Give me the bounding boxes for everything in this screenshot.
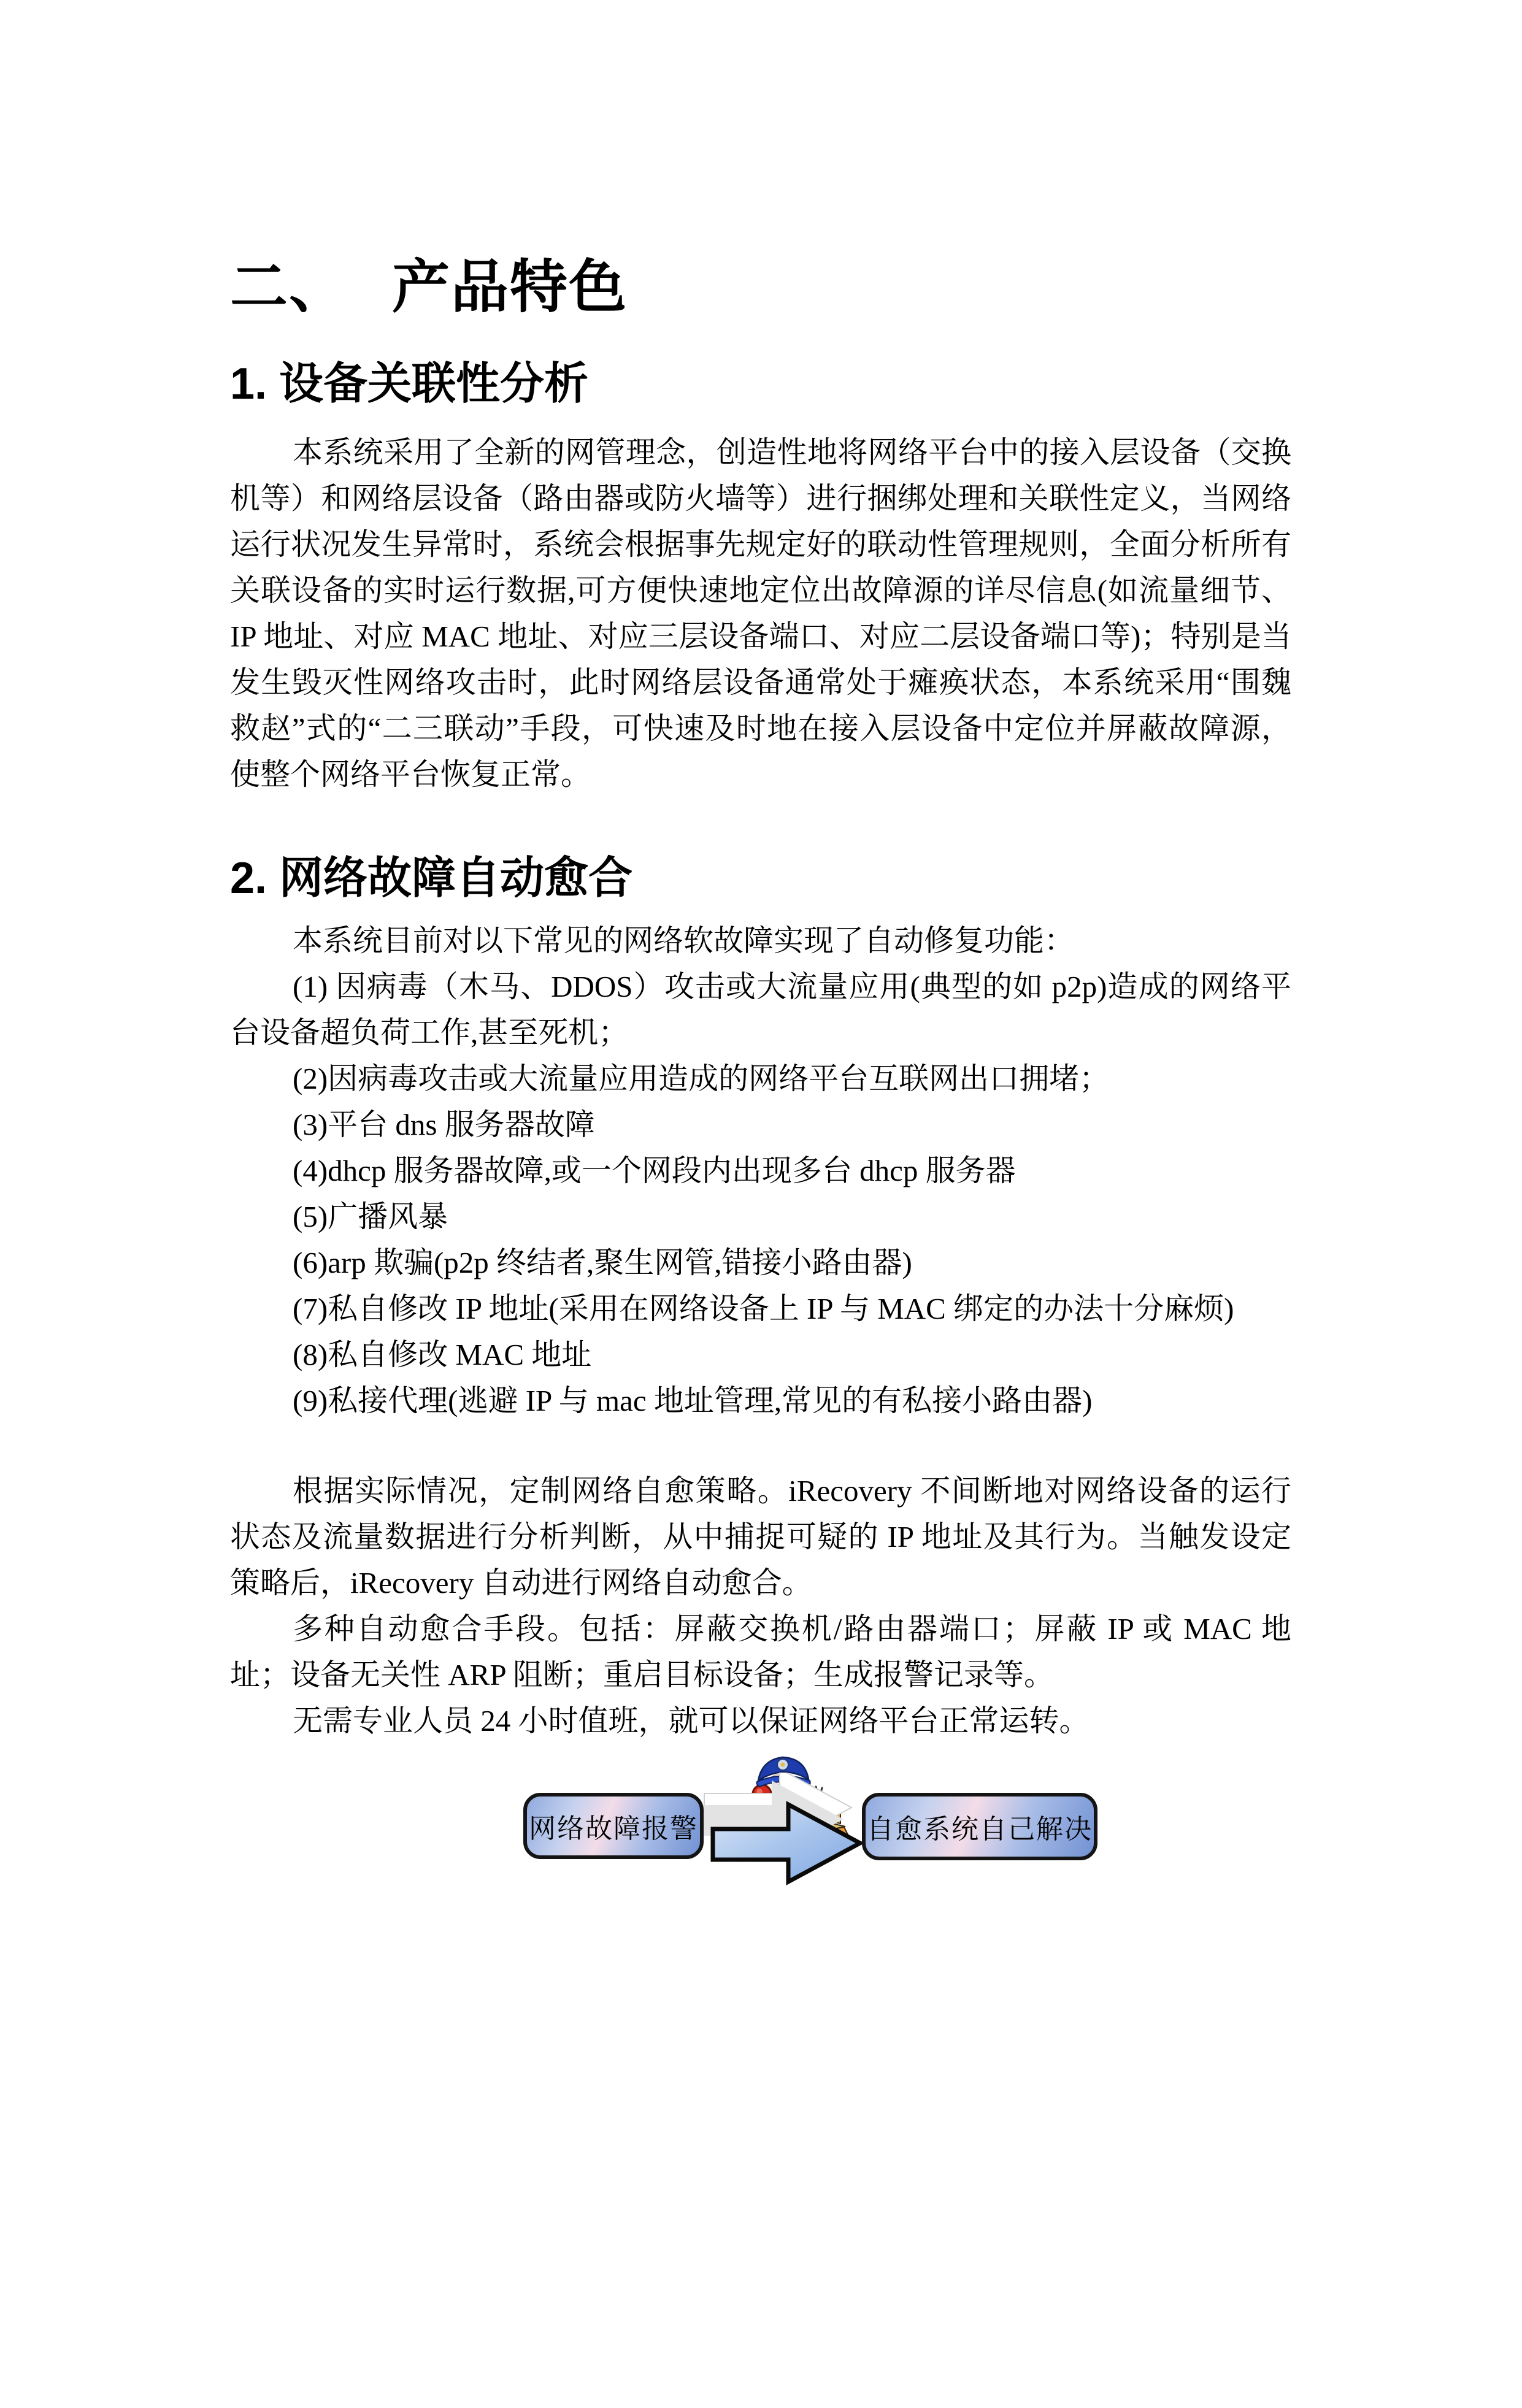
page-title-text: 产品特色 — [392, 255, 628, 319]
resolve-box — [862, 1793, 1097, 1860]
fault-item: (5)广播风暴 — [293, 1200, 448, 1233]
healing-flow-figure — [230, 1747, 1291, 1895]
fault-item: (6)arp 欺骗(p2p 终结者,聚生网管,错接小路由器) — [293, 1246, 912, 1279]
alarm-box — [523, 1793, 704, 1859]
fault-list — [230, 964, 1291, 1424]
document-page — [0, 256, 1522, 1895]
fault-item: (2)因病毒攻击或大流量应用造成的网络平台互联网出口拥堵； — [293, 1062, 1110, 1095]
block-arrow-right-icon — [690, 1773, 874, 1889]
fault-item: (7)私自修改 IP 地址(采用在网络设备上 IP 与 MAC 绑定的办法十分麻烦) — [293, 1292, 1234, 1325]
alarm-box-label: 网络故障报警 — [529, 1814, 698, 1844]
section1-heading: 1. 设备关联性分析 — [230, 359, 589, 408]
body-paragraph: 根据实际情况，定制网络自愈策略。iRecovery 不间断地对网络设备的运行状态及流量数据进行分析判断，从中捕捉可疑的 IP 地址及其行为。当触发设定策略后，iRecovery 自动进行网络自动愈合。 — [230, 1474, 1291, 1600]
fault-item: (1) 因病毒（木马、DDOS）攻击或大流量应用(典型的如 p2p)造成的网络平台设备超负荷工作,甚至死机； — [230, 970, 1291, 1049]
section1-paragraph: 本系统采用了全新的网管理念，创造性地将网络平台中的接入层设备（交换机等）和网络层设备（路由器或防火墙等）进行捆绑处理和关联性定义，当网络运行状况发生异常时，系统会根据事先规定好的联动性管理规则，全面分析所有关联设备的实时运行数据,可方便快速地定位出故障源的详尽信息(如流量细节、IP 地址、对应 MAC 地址、对应三层设备端口、对应二层设备端口等)；特别是当发生毁灭性网络攻击时，此时网络层设备通常处于瘫痪状态，本系统采用“围魏救赵”式的“二三联动”手段，可快速及时地在接入层设备中定位并屏蔽故障源，使整个网络平台恢复正常。 — [230, 435, 1291, 791]
section2-heading: 2. 网络故障自动愈合 — [230, 854, 633, 903]
fault-item: (9)私接代理(逃避 IP 与 mac 地址管理,常见的有私接小路由器) — [293, 1384, 1093, 1417]
section2-intro: 本系统目前对以下常见的网络软故障实现了自动修复功能： — [293, 924, 1075, 957]
page-title-number: 二、 — [230, 255, 348, 319]
fault-item: (3)平台 dns 服务器故障 — [293, 1108, 595, 1141]
page-title — [230, 256, 1291, 318]
fault-item: (8)私自修改 MAC 地址 — [293, 1338, 592, 1371]
resolve-box-label: 自愈系统自己解决 — [867, 1814, 1093, 1844]
body-paragraph: 多种自动愈合手段。包括：屏蔽交换机/路由器端口；屏蔽 IP 或 MAC 地址；设备无关性 ARP 阻断；重启目标设备；生成报警记录等。 — [230, 1612, 1291, 1692]
body-paragraph: 无需专业人员 24 小时值班，就可以保证网络平台正常运转。 — [293, 1704, 1090, 1738]
fault-item: (4)dhcp 服务器故障,或一个网段内出现多台 dhcp 服务器 — [293, 1154, 1016, 1187]
